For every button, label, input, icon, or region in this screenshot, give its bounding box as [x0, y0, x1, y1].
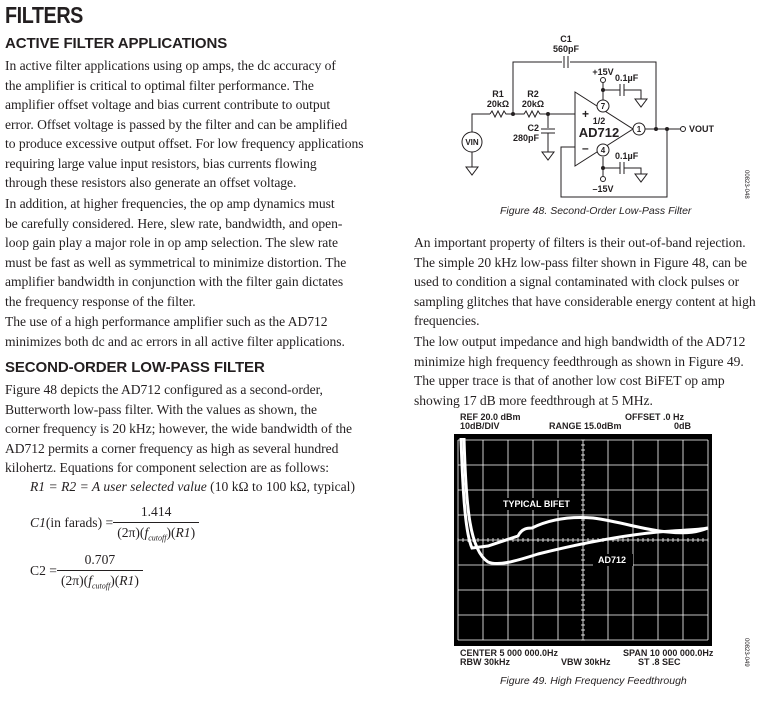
den-f: f	[88, 573, 92, 588]
rbw-label: RBW 30kHz	[460, 657, 511, 667]
pin1-label: 1	[636, 125, 642, 134]
div-label: 10dB/DIV	[460, 421, 500, 431]
numerator: 0.707	[84, 552, 116, 567]
den-part: (2π)(	[60, 573, 89, 588]
den-r: R1	[175, 525, 191, 540]
vin-label: VIN	[465, 138, 479, 147]
den-part: )(	[166, 525, 176, 540]
c2-name: C2	[527, 123, 539, 133]
junction-dot	[654, 127, 658, 131]
den-part: )	[190, 525, 196, 540]
st-label: ST .8 SEC	[638, 657, 681, 667]
equation-lhs: R1 = R2 = A user selected value	[30, 479, 207, 494]
paragraph: In active filter applications using op amps, the dc accuracy of the amplifier is critical to optimal filter performance. The amplifier offset voltage and bias current contribute to output error. Offset voltage is passed by the filter and can be amplified to produce excessive output offset. For low frequency applications requiring large value input resistors, bias currents flowing through these resistors also generate an offset voltage.	[5, 58, 364, 190]
denominator	[57, 570, 143, 591]
spectrum-display	[454, 434, 712, 646]
paragraph: The low output impedance and high bandwidth of the AD712 minimize high frequency feedthrough as shown in Figure 49. The upper trace is that of another low cost BiFET op amp showing 17 dB more feedthrough at 5 MHz.	[414, 334, 746, 408]
den-r: R1	[119, 573, 135, 588]
den-part: )(	[110, 573, 120, 588]
junction-dot	[665, 127, 669, 131]
equation-c1	[30, 504, 199, 543]
equation-r1-r2	[30, 479, 355, 495]
pin7-label: 7	[600, 102, 606, 111]
junction-dot	[601, 166, 605, 170]
equation-c2	[30, 552, 143, 591]
center-label: CENTER 5 000 000.0Hz	[460, 648, 559, 658]
vpos-terminal	[601, 78, 606, 83]
ground-icon	[466, 167, 478, 175]
equation-var: C1	[30, 515, 46, 531]
junction-dot	[511, 112, 515, 116]
den-part: )	[134, 573, 139, 588]
denominator	[113, 522, 199, 543]
figure48-caption: Figure 48. Second-Order Low-Pass Filter	[500, 205, 692, 217]
figure-tag: 00823-048	[743, 170, 749, 199]
r2-resistor-icon	[513, 111, 575, 117]
minus-sign: –	[582, 141, 589, 155]
cap-bottom-value: 0.1µF	[615, 151, 639, 161]
r1-name: R1	[492, 89, 504, 99]
amp-half: 1/2	[592, 116, 606, 126]
vneg-label: –15V	[592, 184, 614, 194]
paragraph: Figure 48 depicts the AD712 configured as a second-order, Butterworth low-pass filter. With the values as shown, the corner frequency is 20 kHz; however, the wide bandwidth of the AD712 permits a corner frequency as high as several hundred kilohertz. Equations for component selection are as follows:	[5, 382, 353, 475]
fraction	[57, 552, 143, 591]
span-label: SPAN 10 000 000.0Hz	[623, 648, 714, 658]
plus-sign: +	[582, 107, 590, 121]
wire	[624, 90, 641, 99]
c2-value: 280pF	[512, 133, 539, 143]
section-title: FILTERS	[5, 2, 83, 28]
pin4-label: 4	[600, 146, 606, 155]
circuit-diagram	[450, 30, 764, 210]
ground-icon	[542, 152, 554, 160]
ground-icon	[635, 99, 647, 107]
offset-label: OFFSET .0 Hz	[625, 412, 685, 422]
paragraph: In addition, at higher frequencies, the op amp dynamics must be carefully considered. Here, slew rate, bandwidth, and open- loop gain play a major role in op amp selection. The slew rate must be fast as well as symmetrical to minimize distortion. The amplifier bandwidth in conjunction with the filter gain dictates the frequency response of the filter.	[5, 196, 347, 309]
equation-rhs: (10 kΩ to 100 kΩ, typical)	[206, 479, 355, 494]
ground-icon	[635, 174, 647, 182]
vout-label: VOUT	[689, 124, 715, 134]
c1-value: 560pF	[552, 44, 580, 54]
r1-resistor-icon	[490, 111, 513, 117]
figure-tag: 00823-049	[743, 638, 749, 667]
cap-top-value: 0.1µF	[615, 73, 639, 83]
junction-dot	[601, 88, 605, 92]
r2-value: 20kΩ	[521, 99, 545, 109]
vneg-terminal	[601, 177, 606, 182]
den-sub: cutoff	[148, 533, 167, 543]
c1-name: C1	[560, 34, 572, 44]
wire	[472, 114, 490, 132]
paragraph: The use of a high performance amplifier such as the AD712 minimizes both dc and ac errors in all active filter applications.	[5, 314, 345, 349]
range-label: RANGE 15.0dBm	[549, 421, 622, 431]
wire	[624, 168, 641, 174]
den-sub: cutoff	[91, 581, 111, 591]
r1-value: 20kΩ	[486, 99, 510, 109]
fraction	[113, 504, 199, 543]
r2-name: R2	[527, 89, 539, 99]
heading-second-order-low-pass-filter: SECOND-ORDER LOW-PASS FILTER	[5, 359, 265, 376]
den-f: f	[144, 525, 149, 540]
trace1-label: TYPICAL BIFET	[503, 499, 570, 509]
numerator: 1.414	[140, 504, 172, 519]
heading-active-filter-applications: ACTIVE FILTER APPLICATIONS	[5, 35, 228, 52]
ref-label: REF 20.0 dBm	[460, 412, 521, 422]
equation-note: (in farads) =	[45, 515, 114, 531]
vbw-label: VBW 30kHz	[561, 657, 611, 667]
junction-dot	[546, 112, 550, 116]
amp-name: AD712	[578, 125, 620, 140]
paragraph: An important property of filters is their out-of-band rejection. The simple 20 kHz low-pass filter shown in Figure 48, can be used to condition a signal contaminated with clock pulses or sampling glitches that have considerable energy content at high frequencies.	[414, 235, 756, 328]
den-part: (2π)(	[117, 525, 145, 540]
offset-db-label: 0dB	[674, 421, 692, 431]
figure49-caption: Figure 49. High Frequency Feedthrough	[500, 675, 687, 687]
vpos-label: +15V	[592, 67, 614, 77]
trace2-label: AD712	[598, 555, 627, 565]
equation-lhs: C2 =	[30, 563, 57, 579]
vout-terminal	[681, 127, 686, 132]
